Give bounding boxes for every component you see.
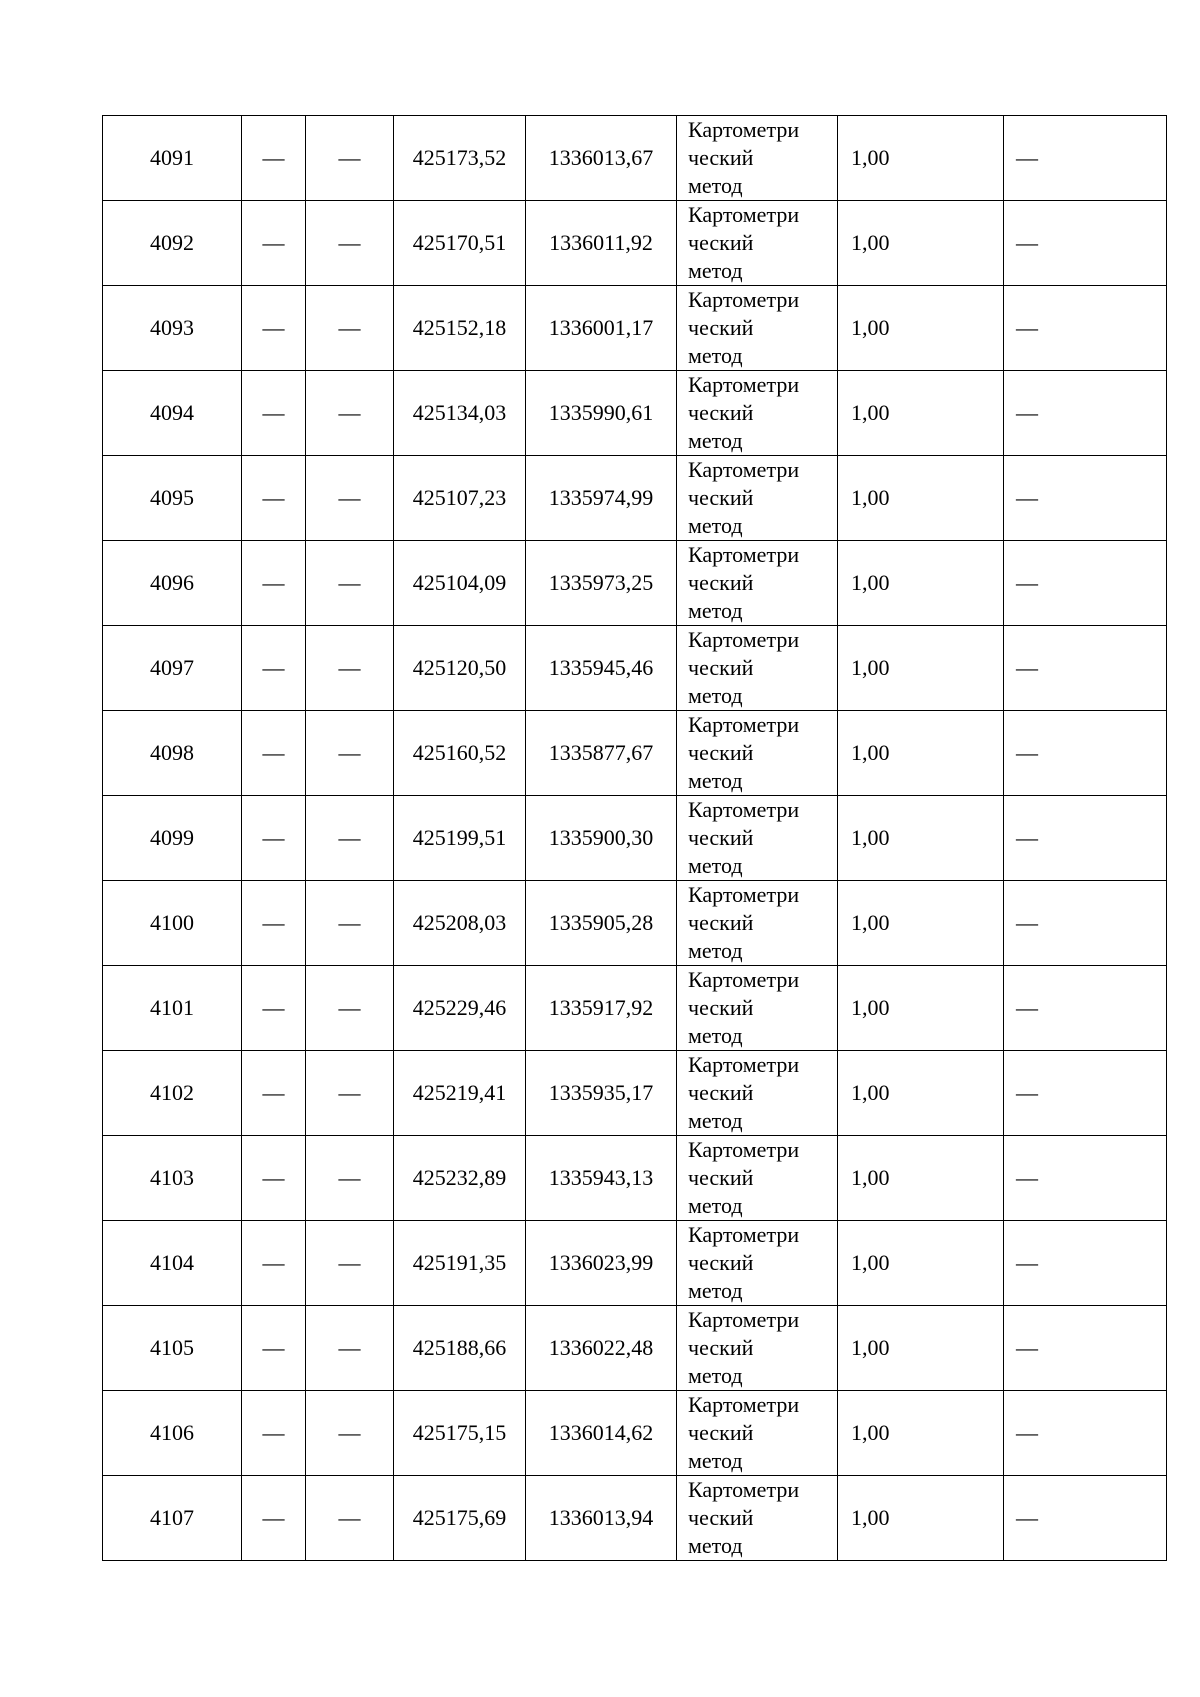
- accuracy-cell: 1,00: [838, 1391, 1004, 1476]
- point-number-cell: 4096: [103, 541, 242, 626]
- empty-dash-cell: —: [306, 456, 394, 541]
- table-row: [103, 626, 1167, 711]
- method-line: метод: [688, 1448, 743, 1473]
- empty-dash-cell: —: [306, 881, 394, 966]
- x-coordinate-cell: 425120,50: [394, 626, 526, 711]
- y-coordinate-cell: 1336022,48: [526, 1306, 677, 1391]
- empty-dash-cell: —: [242, 1306, 306, 1391]
- method-line: ческий: [688, 910, 754, 935]
- empty-dash-cell: —: [242, 286, 306, 371]
- table-row: [103, 201, 1167, 286]
- empty-dash-cell: —: [1004, 1306, 1167, 1391]
- empty-dash-cell: —: [1004, 201, 1167, 286]
- point-number-cell: 4093: [103, 286, 242, 371]
- empty-dash-cell: —: [242, 881, 306, 966]
- method-line: метод: [688, 258, 743, 283]
- method-line: Картометри: [688, 287, 800, 312]
- method-cell: [677, 286, 838, 371]
- y-coordinate-cell: 1336013,94: [526, 1476, 677, 1561]
- empty-dash-cell: —: [306, 966, 394, 1051]
- x-coordinate-cell: 425134,03: [394, 371, 526, 456]
- table-row: [103, 1306, 1167, 1391]
- method-line: ческий: [688, 655, 754, 680]
- x-coordinate-cell: 425199,51: [394, 796, 526, 881]
- empty-dash-cell: —: [1004, 456, 1167, 541]
- y-coordinate-cell: 1335917,92: [526, 966, 677, 1051]
- empty-dash-cell: —: [1004, 1476, 1167, 1561]
- empty-dash-cell: —: [242, 1391, 306, 1476]
- empty-dash-cell: —: [1004, 711, 1167, 796]
- accuracy-cell: 1,00: [838, 1221, 1004, 1306]
- empty-dash-cell: —: [1004, 541, 1167, 626]
- x-coordinate-cell: 425175,69: [394, 1476, 526, 1561]
- coordinates-table: [102, 115, 1167, 1561]
- method-line: ческий: [688, 230, 754, 255]
- point-number-cell: 4103: [103, 1136, 242, 1221]
- method-line: Картометри: [688, 882, 800, 907]
- empty-dash-cell: —: [306, 286, 394, 371]
- y-coordinate-cell: 1335945,46: [526, 626, 677, 711]
- point-number-cell: 4101: [103, 966, 242, 1051]
- empty-dash-cell: —: [1004, 286, 1167, 371]
- x-coordinate-cell: 425188,66: [394, 1306, 526, 1391]
- empty-dash-cell: —: [242, 1476, 306, 1561]
- method-line: метод: [688, 173, 743, 198]
- empty-dash-cell: —: [306, 1306, 394, 1391]
- empty-dash-cell: —: [242, 626, 306, 711]
- y-coordinate-cell: 1335973,25: [526, 541, 677, 626]
- empty-dash-cell: —: [306, 1221, 394, 1306]
- accuracy-cell: 1,00: [838, 711, 1004, 796]
- accuracy-cell: 1,00: [838, 796, 1004, 881]
- accuracy-cell: 1,00: [838, 371, 1004, 456]
- method-line: метод: [688, 683, 743, 708]
- empty-dash-cell: —: [242, 1136, 306, 1221]
- y-coordinate-cell: 1335877,67: [526, 711, 677, 796]
- accuracy-cell: 1,00: [838, 286, 1004, 371]
- empty-dash-cell: —: [306, 1391, 394, 1476]
- accuracy-cell: 1,00: [838, 541, 1004, 626]
- method-line: Картометри: [688, 1392, 800, 1417]
- method-line: ческий: [688, 570, 754, 595]
- accuracy-cell: 1,00: [838, 116, 1004, 201]
- empty-dash-cell: —: [242, 966, 306, 1051]
- x-coordinate-cell: 425107,23: [394, 456, 526, 541]
- x-coordinate-cell: 425232,89: [394, 1136, 526, 1221]
- empty-dash-cell: —: [1004, 881, 1167, 966]
- y-coordinate-cell: 1335900,30: [526, 796, 677, 881]
- y-coordinate-cell: 1335935,17: [526, 1051, 677, 1136]
- method-line: ческий: [688, 1335, 754, 1360]
- method-line: Картометри: [688, 712, 800, 737]
- accuracy-cell: 1,00: [838, 456, 1004, 541]
- empty-dash-cell: —: [242, 116, 306, 201]
- point-number-cell: 4107: [103, 1476, 242, 1561]
- method-line: Картометри: [688, 117, 800, 142]
- y-coordinate-cell: 1335943,13: [526, 1136, 677, 1221]
- point-number-cell: 4099: [103, 796, 242, 881]
- point-number-cell: 4102: [103, 1051, 242, 1136]
- accuracy-cell: 1,00: [838, 626, 1004, 711]
- y-coordinate-cell: 1336023,99: [526, 1221, 677, 1306]
- empty-dash-cell: —: [242, 796, 306, 881]
- x-coordinate-cell: 425160,52: [394, 711, 526, 796]
- y-coordinate-cell: 1335974,99: [526, 456, 677, 541]
- method-line: Картометри: [688, 202, 800, 227]
- method-line: Картометри: [688, 627, 800, 652]
- empty-dash-cell: —: [1004, 1391, 1167, 1476]
- method-cell: [677, 201, 838, 286]
- method-line: Картометри: [688, 1307, 800, 1332]
- method-line: ческий: [688, 1505, 754, 1530]
- method-line: Картометри: [688, 1052, 800, 1077]
- y-coordinate-cell: 1336013,67: [526, 116, 677, 201]
- y-coordinate-cell: 1336001,17: [526, 286, 677, 371]
- x-coordinate-cell: 425219,41: [394, 1051, 526, 1136]
- accuracy-cell: 1,00: [838, 966, 1004, 1051]
- method-line: метод: [688, 1108, 743, 1133]
- method-line: метод: [688, 598, 743, 623]
- table-row: [103, 1221, 1167, 1306]
- table-row: [103, 1051, 1167, 1136]
- y-coordinate-cell: 1335990,61: [526, 371, 677, 456]
- table-row: [103, 796, 1167, 881]
- method-line: метод: [688, 768, 743, 793]
- method-line: Картометри: [688, 1222, 800, 1247]
- empty-dash-cell: —: [306, 1051, 394, 1136]
- method-line: ческий: [688, 1165, 754, 1190]
- x-coordinate-cell: 425208,03: [394, 881, 526, 966]
- method-line: метод: [688, 1278, 743, 1303]
- method-line: Картометри: [688, 797, 800, 822]
- method-cell: [677, 1051, 838, 1136]
- empty-dash-cell: —: [242, 711, 306, 796]
- x-coordinate-cell: 425175,15: [394, 1391, 526, 1476]
- method-line: метод: [688, 428, 743, 453]
- empty-dash-cell: —: [1004, 1051, 1167, 1136]
- method-line: Картометри: [688, 542, 800, 567]
- empty-dash-cell: —: [306, 796, 394, 881]
- table-row: [103, 116, 1167, 201]
- y-coordinate-cell: 1336011,92: [526, 201, 677, 286]
- x-coordinate-cell: 425170,51: [394, 201, 526, 286]
- table-row: [103, 881, 1167, 966]
- method-cell: [677, 456, 838, 541]
- method-line: Картометри: [688, 457, 800, 482]
- point-number-cell: 4100: [103, 881, 242, 966]
- method-line: метод: [688, 1363, 743, 1388]
- empty-dash-cell: —: [306, 1476, 394, 1561]
- x-coordinate-cell: 425152,18: [394, 286, 526, 371]
- empty-dash-cell: —: [306, 711, 394, 796]
- x-coordinate-cell: 425173,52: [394, 116, 526, 201]
- method-cell: [677, 541, 838, 626]
- table-row: [103, 541, 1167, 626]
- method-line: Картометри: [688, 372, 800, 397]
- method-line: ческий: [688, 1250, 754, 1275]
- method-line: метод: [688, 1193, 743, 1218]
- table-row: [103, 371, 1167, 456]
- method-cell: [677, 626, 838, 711]
- method-line: ческий: [688, 1420, 754, 1445]
- empty-dash-cell: —: [306, 1136, 394, 1221]
- x-coordinate-cell: 425104,09: [394, 541, 526, 626]
- method-cell: [677, 881, 838, 966]
- table-row: [103, 456, 1167, 541]
- method-line: ческий: [688, 995, 754, 1020]
- empty-dash-cell: —: [1004, 116, 1167, 201]
- empty-dash-cell: —: [242, 1051, 306, 1136]
- method-cell: [677, 1221, 838, 1306]
- method-line: метод: [688, 1533, 743, 1558]
- point-number-cell: 4098: [103, 711, 242, 796]
- empty-dash-cell: —: [1004, 371, 1167, 456]
- accuracy-cell: 1,00: [838, 1051, 1004, 1136]
- point-number-cell: 4104: [103, 1221, 242, 1306]
- y-coordinate-cell: 1335905,28: [526, 881, 677, 966]
- method-cell: [677, 1306, 838, 1391]
- point-number-cell: 4094: [103, 371, 242, 456]
- point-number-cell: 4097: [103, 626, 242, 711]
- table-row: [103, 1136, 1167, 1221]
- method-cell: [677, 711, 838, 796]
- method-cell: [677, 116, 838, 201]
- empty-dash-cell: —: [1004, 966, 1167, 1051]
- method-line: метод: [688, 938, 743, 963]
- empty-dash-cell: —: [242, 371, 306, 456]
- empty-dash-cell: —: [306, 626, 394, 711]
- method-cell: [677, 796, 838, 881]
- accuracy-cell: 1,00: [838, 881, 1004, 966]
- empty-dash-cell: —: [242, 1221, 306, 1306]
- table-row: [103, 1391, 1167, 1476]
- table-row: [103, 966, 1167, 1051]
- empty-dash-cell: —: [1004, 1221, 1167, 1306]
- empty-dash-cell: —: [1004, 626, 1167, 711]
- accuracy-cell: 1,00: [838, 1136, 1004, 1221]
- method-line: ческий: [688, 315, 754, 340]
- method-cell: [677, 371, 838, 456]
- point-number-cell: 4091: [103, 116, 242, 201]
- empty-dash-cell: —: [242, 456, 306, 541]
- method-line: ческий: [688, 825, 754, 850]
- accuracy-cell: 1,00: [838, 1476, 1004, 1561]
- accuracy-cell: 1,00: [838, 1306, 1004, 1391]
- empty-dash-cell: —: [242, 201, 306, 286]
- empty-dash-cell: —: [306, 201, 394, 286]
- method-line: Картометри: [688, 967, 800, 992]
- method-line: ческий: [688, 1080, 754, 1105]
- accuracy-cell: 1,00: [838, 201, 1004, 286]
- method-line: Картометри: [688, 1477, 800, 1502]
- method-line: метод: [688, 513, 743, 538]
- method-line: метод: [688, 853, 743, 878]
- table-row: [103, 711, 1167, 796]
- empty-dash-cell: —: [1004, 1136, 1167, 1221]
- x-coordinate-cell: 425229,46: [394, 966, 526, 1051]
- point-number-cell: 4105: [103, 1306, 242, 1391]
- method-cell: [677, 1476, 838, 1561]
- method-cell: [677, 966, 838, 1051]
- empty-dash-cell: —: [242, 541, 306, 626]
- method-line: ческий: [688, 145, 754, 170]
- table-row: [103, 286, 1167, 371]
- method-line: ческий: [688, 485, 754, 510]
- method-line: метод: [688, 343, 743, 368]
- point-number-cell: 4106: [103, 1391, 242, 1476]
- y-coordinate-cell: 1336014,62: [526, 1391, 677, 1476]
- empty-dash-cell: —: [306, 371, 394, 456]
- method-line: ческий: [688, 740, 754, 765]
- table-row: [103, 1476, 1167, 1561]
- method-line: ческий: [688, 400, 754, 425]
- method-line: метод: [688, 1023, 743, 1048]
- method-line: Картометри: [688, 1137, 800, 1162]
- method-cell: [677, 1136, 838, 1221]
- empty-dash-cell: —: [306, 116, 394, 201]
- x-coordinate-cell: 425191,35: [394, 1221, 526, 1306]
- table-body: [103, 116, 1167, 1561]
- point-number-cell: 4095: [103, 456, 242, 541]
- empty-dash-cell: —: [1004, 796, 1167, 881]
- empty-dash-cell: —: [306, 541, 394, 626]
- point-number-cell: 4092: [103, 201, 242, 286]
- method-cell: [677, 1391, 838, 1476]
